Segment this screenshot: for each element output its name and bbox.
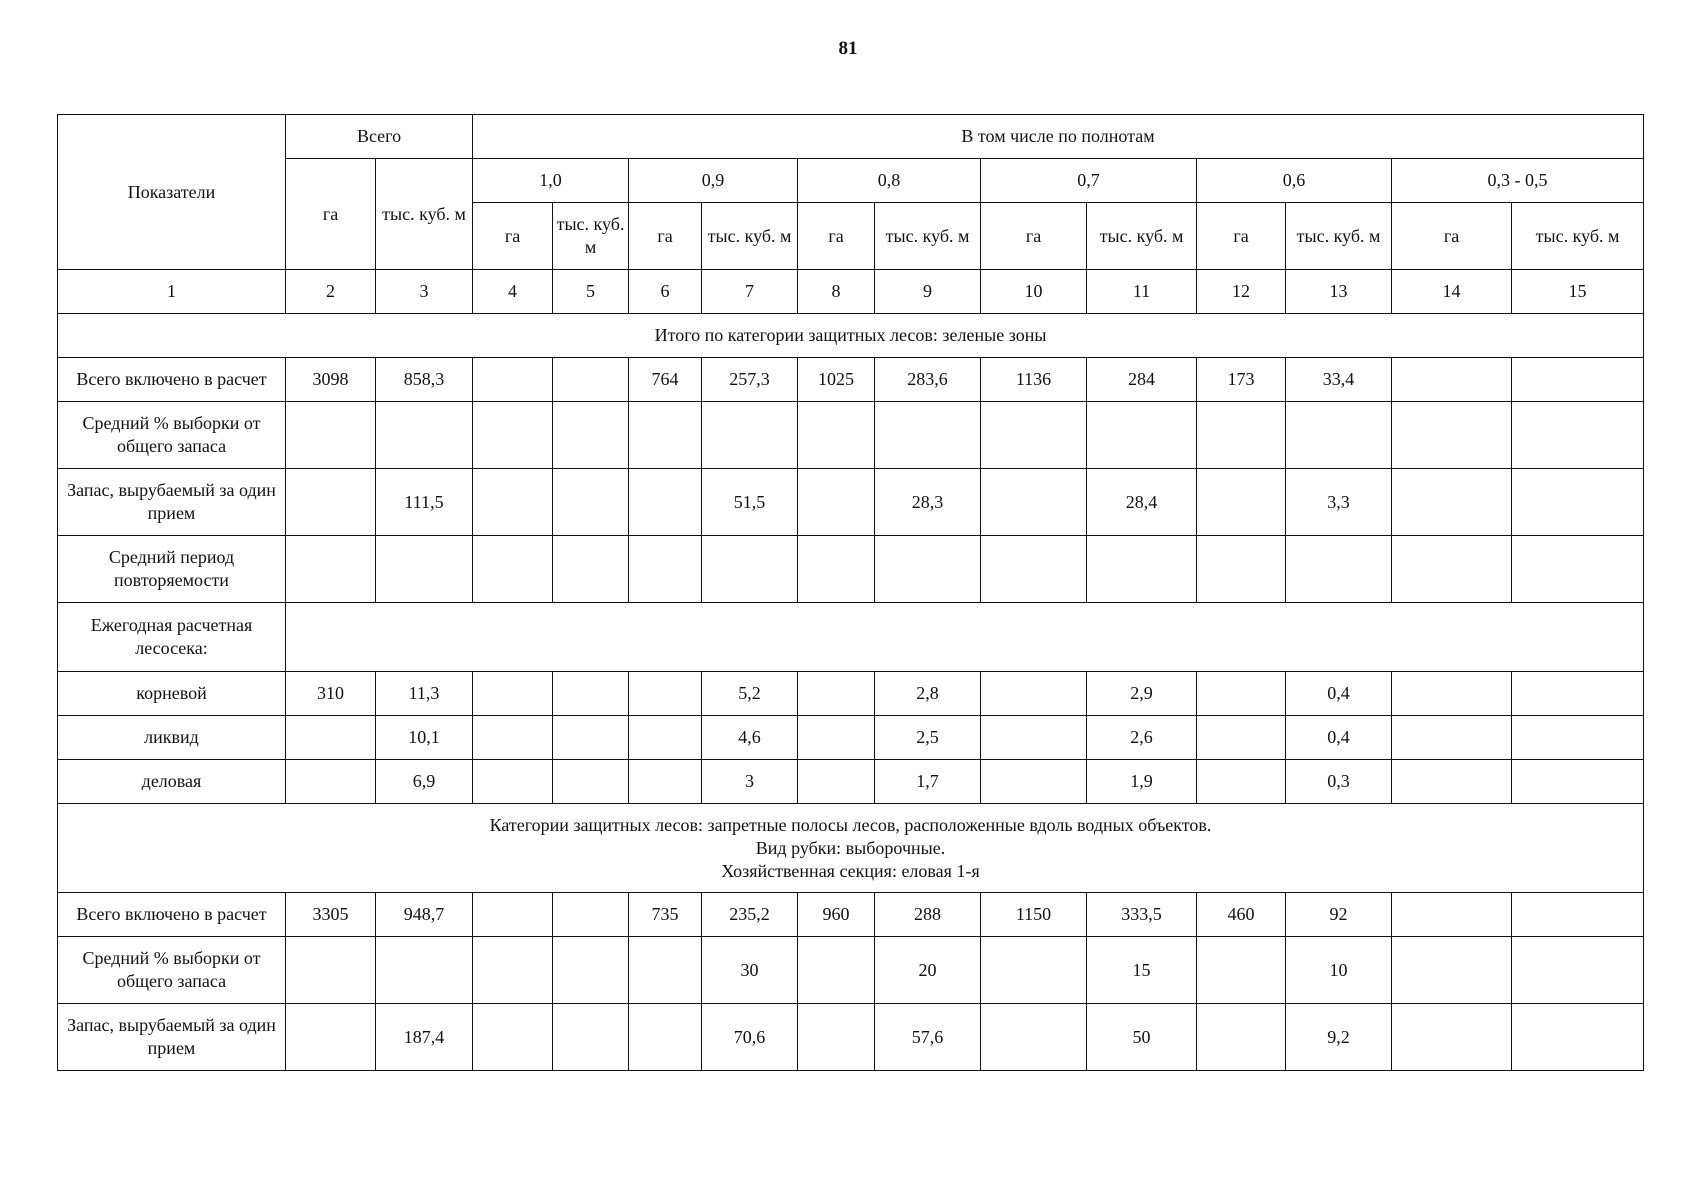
table-cell [553,716,629,760]
table-cell: 3 [702,760,798,804]
table-cell [798,402,875,469]
table-cell [981,672,1087,716]
header-total: Всего [286,115,473,159]
table-row [58,937,1644,1004]
table-cell: 11,3 [376,672,473,716]
table-cell [798,760,875,804]
table-cell [1286,536,1392,603]
table-cell [1512,402,1644,469]
table-cell [286,716,376,760]
table-cell: 235,2 [702,893,798,937]
table-cell [1512,469,1644,536]
table-cell [629,672,702,716]
column-number: 5 [553,270,629,314]
table-cell [1512,937,1644,1004]
header-density: 1,0 [473,159,629,203]
table-cell [553,672,629,716]
table-cell [473,358,553,402]
table-cell: 735 [629,893,702,937]
table-cell: 2,8 [875,672,981,716]
header-volume: тыс. куб. м [702,203,798,270]
table-cell: 460 [1197,893,1286,937]
table-cell [798,716,875,760]
header-ha: га [1197,203,1286,270]
table-cell: 764 [629,358,702,402]
table-cell: 9,2 [1286,1004,1392,1071]
table-row [58,1004,1644,1071]
header-volume: тыс. куб. м [553,203,629,270]
column-number: 3 [376,270,473,314]
header-row-1 [58,115,1644,159]
table-row [58,469,1644,536]
table-cell [1512,893,1644,937]
table-cell [1512,760,1644,804]
section-title-line: Хозяйственная секция: еловая 1-я [721,860,980,881]
table-cell [1392,937,1512,1004]
table-cell [553,402,629,469]
table-cell [629,469,702,536]
table-cell [1392,469,1512,536]
table-cell: 57,6 [875,1004,981,1071]
table-cell [376,536,473,603]
table-cell [981,760,1087,804]
table-cell [798,536,875,603]
table-cell [286,603,1644,672]
table-cell: 948,7 [376,893,473,937]
table-cell [981,1004,1087,1071]
table-cell: 0,4 [1286,716,1392,760]
table-cell [286,469,376,536]
table-cell: 1136 [981,358,1087,402]
table-cell [1512,358,1644,402]
table-cell: 0,4 [1286,672,1392,716]
table-cell [1197,716,1286,760]
table-cell: 1025 [798,358,875,402]
table-cell: 3305 [286,893,376,937]
row-label: Средний период повторяемости [58,536,286,603]
table-row [58,358,1644,402]
row-label: Ежегодная расчетная лесосека: [58,603,286,672]
table-cell [629,402,702,469]
table-cell [1197,1004,1286,1071]
table-cell [553,536,629,603]
column-number: 2 [286,270,376,314]
table-cell [473,893,553,937]
table-row [58,716,1644,760]
table-cell [1392,760,1512,804]
table-cell: 3,3 [1286,469,1392,536]
table-cell [981,937,1087,1004]
header-ha: га [798,203,875,270]
table-cell [286,402,376,469]
table-cell [553,358,629,402]
table-cell: 4,6 [702,716,798,760]
header-volume: тыс. куб. м [1512,203,1644,270]
table-cell [286,937,376,1004]
table-cell [473,716,553,760]
table-cell: 30 [702,937,798,1004]
table-cell [553,893,629,937]
table-cell [376,937,473,1004]
table-cell [1197,469,1286,536]
table-cell [286,760,376,804]
table-cell: 5,2 [702,672,798,716]
table-cell [473,536,553,603]
header-density: 0,9 [629,159,798,203]
section-row [58,804,1644,893]
header-volume: тыс. куб. м [1286,203,1392,270]
table-cell [553,469,629,536]
table-cell: 15 [1087,937,1197,1004]
table-cell [875,536,981,603]
table-row [58,603,1644,672]
forest-harvest-table [57,114,1644,1071]
header-total-volume: тыс. куб. м [376,159,473,270]
table-cell [1392,536,1512,603]
table-cell [798,1004,875,1071]
table-cell [1087,536,1197,603]
table-cell [981,716,1087,760]
table-cell: 187,4 [376,1004,473,1071]
table-cell: 10,1 [376,716,473,760]
table-cell [1197,402,1286,469]
table-cell [1392,402,1512,469]
table-cell: 1150 [981,893,1087,937]
table-cell [1512,716,1644,760]
column-number: 1 [58,270,286,314]
row-label: Запас, вырубаемый за один прием [58,1004,286,1071]
row-label: ликвид [58,716,286,760]
column-number: 11 [1087,270,1197,314]
table-cell [798,937,875,1004]
section-title-line: Итого по категории защитных лесов: зеленые зоны [654,325,1047,345]
section-row [58,314,1644,358]
table-cell: 310 [286,672,376,716]
row-label: Средний % выборки от общего запаса [58,937,286,1004]
header-ha: га [629,203,702,270]
table-row [58,402,1644,469]
table-cell [629,1004,702,1071]
table-cell [875,402,981,469]
table-cell: 92 [1286,893,1392,937]
table-cell [798,672,875,716]
section-title [58,804,1644,893]
row-label: Средний % выборки от общего запаса [58,402,286,469]
table-cell: 858,3 [376,358,473,402]
table-cell [981,402,1087,469]
table-row [58,672,1644,716]
table-cell [553,760,629,804]
column-number: 15 [1512,270,1644,314]
table-cell [1512,1004,1644,1071]
table-cell [629,536,702,603]
table-cell: 173 [1197,358,1286,402]
table-row [58,893,1644,937]
table-cell: 111,5 [376,469,473,536]
column-number-row [58,270,1644,314]
table-cell [1197,536,1286,603]
column-number: 6 [629,270,702,314]
column-number: 9 [875,270,981,314]
table-cell [702,402,798,469]
table-cell [1512,536,1644,603]
table-row [58,536,1644,603]
header-density: 0,3 - 0,5 [1392,159,1644,203]
row-label: Всего включено в расчет [58,893,286,937]
table-cell: 0,3 [1286,760,1392,804]
header-indicators: Показатели [58,115,286,270]
header-density: 0,8 [798,159,981,203]
column-number: 12 [1197,270,1286,314]
table-cell: 6,9 [376,760,473,804]
table-cell: 1,9 [1087,760,1197,804]
table-cell [1197,937,1286,1004]
table-cell: 333,5 [1087,893,1197,937]
table-cell [1197,760,1286,804]
table-cell: 2,9 [1087,672,1197,716]
page-number: 81 [838,38,858,59]
table-cell [981,469,1087,536]
column-number: 14 [1392,270,1512,314]
table-cell [1392,716,1512,760]
table-cell: 70,6 [702,1004,798,1071]
header-volume: тыс. куб. м [1087,203,1197,270]
table-cell [286,1004,376,1071]
table-cell: 28,4 [1087,469,1197,536]
column-number: 4 [473,270,553,314]
table-cell: 284 [1087,358,1197,402]
table-cell [1197,672,1286,716]
table-cell: 283,6 [875,358,981,402]
table-cell [376,402,473,469]
table-cell: 20 [875,937,981,1004]
table-cell [981,536,1087,603]
table-cell [629,716,702,760]
row-label: Всего включено в расчет [58,358,286,402]
table-cell [1087,402,1197,469]
section-title-line: Категории защитных лесов: запретные полосы лесов, расположенные вдоль водных объектов. [489,814,1212,835]
table-cell [473,469,553,536]
row-label: Запас, вырубаемый за один прием [58,469,286,536]
table-cell [553,1004,629,1071]
table-cell [473,937,553,1004]
row-label: корневой [58,672,286,716]
table-cell: 3098 [286,358,376,402]
column-number: 13 [1286,270,1392,314]
header-density: 0,6 [1197,159,1392,203]
header-by-density: В том числе по полнотам [473,115,1644,159]
table-cell [1392,893,1512,937]
table-cell: 1,7 [875,760,981,804]
column-number: 10 [981,270,1087,314]
table-cell: 33,4 [1286,358,1392,402]
table-cell [798,469,875,536]
table-cell [1512,672,1644,716]
header-ha: га [473,203,553,270]
table-cell: 2,5 [875,716,981,760]
table-cell [473,1004,553,1071]
column-number: 7 [702,270,798,314]
table-cell [286,536,376,603]
section-title-line: Вид рубки: выборочные. [755,837,946,858]
table-cell: 50 [1087,1004,1197,1071]
table-cell: 288 [875,893,981,937]
table-cell [1392,358,1512,402]
header-volume: тыс. куб. м [875,203,981,270]
section-title [58,314,1644,358]
table-cell [473,672,553,716]
table-cell: 51,5 [702,469,798,536]
header-row-2 [58,159,1644,203]
table-cell [473,760,553,804]
header-total-ha: га [286,159,376,270]
header-ha: га [1392,203,1512,270]
table-cell: 257,3 [702,358,798,402]
table-cell [629,760,702,804]
table-cell [1392,1004,1512,1071]
table-cell [702,536,798,603]
table-cell: 28,3 [875,469,981,536]
table-cell [473,402,553,469]
column-number: 8 [798,270,875,314]
table-cell [629,937,702,1004]
table-cell: 2,6 [1087,716,1197,760]
table-cell: 10 [1286,937,1392,1004]
table-cell [1286,402,1392,469]
row-label: деловая [58,760,286,804]
table-row [58,760,1644,804]
header-density: 0,7 [981,159,1197,203]
table-cell: 960 [798,893,875,937]
header-ha: га [981,203,1087,270]
table-cell [1392,672,1512,716]
table-cell [553,937,629,1004]
